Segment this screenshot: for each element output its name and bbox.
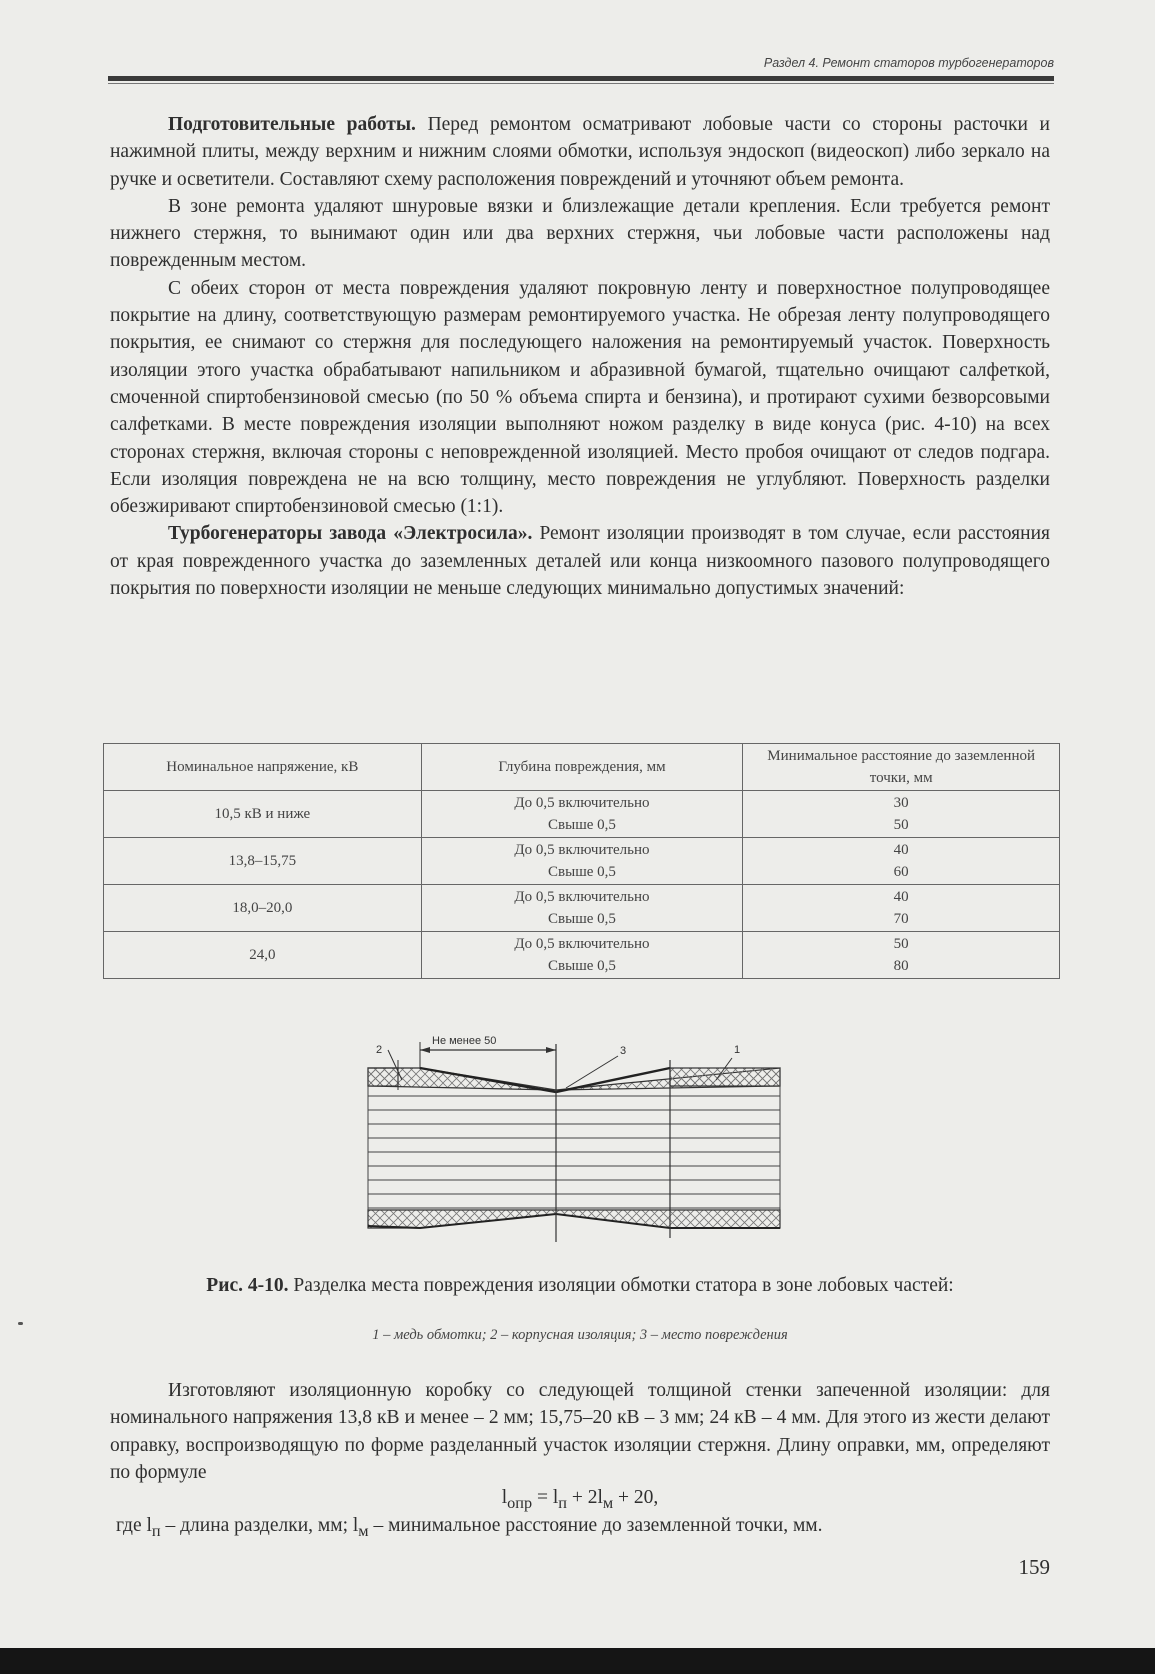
callout-2: 2 bbox=[376, 1044, 383, 1056]
distance-value: 40 bbox=[893, 889, 909, 905]
mandrel-formula bbox=[110, 1487, 1050, 1513]
explanation-part: где l bbox=[116, 1515, 152, 1536]
running-head: Раздел 4. Ремонт статоров турбогенераторов bbox=[763, 56, 1054, 70]
bottom-insulation-layer bbox=[368, 1210, 780, 1228]
voltage-cell: 18,0–20,0 bbox=[104, 885, 422, 932]
depth-value: До 0,5 включительно bbox=[514, 889, 650, 905]
figure-caption bbox=[110, 1272, 1050, 1299]
voltage-cell: 24,0 bbox=[104, 932, 422, 979]
table-row bbox=[104, 932, 1060, 979]
formula-part: l bbox=[501, 1487, 508, 1508]
table-header-row bbox=[104, 744, 1060, 791]
distance-value: 40 bbox=[893, 842, 909, 858]
depth-value: Свыше 0,5 bbox=[548, 817, 616, 833]
distance-value: 70 bbox=[893, 911, 909, 927]
table-row bbox=[104, 885, 1060, 932]
depth-cell bbox=[421, 932, 743, 979]
formula-part: = l bbox=[532, 1487, 559, 1508]
depth-value: Свыше 0,5 bbox=[548, 958, 616, 974]
voltage-cell: 10,5 кВ и ниже bbox=[104, 791, 422, 838]
paragraph-electrosila bbox=[110, 520, 1050, 602]
depth-cell bbox=[421, 791, 743, 838]
depth-cell bbox=[421, 838, 743, 885]
callout-3: 3 bbox=[620, 1045, 627, 1057]
table-header: Глубина повреждения, мм bbox=[421, 744, 743, 791]
distance-value: 60 bbox=[893, 864, 909, 880]
paragraph-text: Перед ремонтом осматривают лобовые части со стороны расточки и нажимной плиты, между верхним и нижним слоями обмотки, используя эндоскоп (видеоскоп) либо зеркало на ручке и осветители. Составляют схему расположения повреждений и уточняют объем ремонта. bbox=[110, 114, 1050, 190]
formula-subscript: п bbox=[558, 1493, 567, 1512]
voltage-cell: 13,8–15,75 bbox=[104, 838, 422, 885]
body-text-bottom bbox=[110, 1377, 1050, 1486]
arrow-head-left bbox=[420, 1047, 430, 1053]
paragraph-lead: Турбогенераторы завода «Электросила». bbox=[168, 523, 533, 545]
paragraph-text: Ремонт изоляции производят в том случае, если расстояния от края поврежденного участка до заземленных деталей или конца низкоомного пазового полупроводящего покрытия по поверхности изоляции не меньше следующих минимально допустимых значений: bbox=[110, 523, 1050, 600]
distance-cell bbox=[743, 885, 1060, 932]
table-header: Номинальное напряжение, кВ bbox=[104, 744, 422, 791]
body-text-top bbox=[110, 111, 1050, 602]
distance-cell bbox=[743, 791, 1060, 838]
depth-value: До 0,5 включительно bbox=[514, 795, 650, 811]
explanation-part: – минимальное расстояние до заземленной точки, мм. bbox=[368, 1515, 823, 1536]
figure-legend: 1 – медь обмотки; 2 – корпусная изоляция; 3 – место повреждения bbox=[372, 1327, 788, 1343]
depth-value: Свыше 0,5 bbox=[548, 911, 616, 927]
scan-bottom-edge bbox=[0, 1648, 1155, 1674]
distance-value: 30 bbox=[893, 795, 909, 811]
header-rule-thin bbox=[108, 83, 1054, 84]
copper-strands bbox=[368, 1068, 780, 1228]
table-row bbox=[104, 838, 1060, 885]
distance-value: 80 bbox=[893, 958, 909, 974]
depth-value: До 0,5 включительно bbox=[514, 842, 650, 858]
dimension-label: Не менее 50 bbox=[432, 1035, 497, 1047]
explanation-subscript: п bbox=[151, 1521, 161, 1540]
page-number: 159 bbox=[1018, 1555, 1050, 1579]
depth-value: До 0,5 включительно bbox=[514, 936, 650, 952]
formula-subscript: м bbox=[602, 1493, 614, 1512]
distance-value: 50 bbox=[893, 936, 909, 952]
arrow-head-right bbox=[546, 1047, 556, 1053]
depth-value: Свыше 0,5 bbox=[548, 864, 616, 880]
scan-speck bbox=[18, 1322, 23, 1325]
insulation-cut-figure bbox=[362, 1020, 794, 1244]
formula-part: + 2l bbox=[566, 1487, 603, 1508]
depth-cell bbox=[421, 885, 743, 932]
distance-cell bbox=[743, 838, 1060, 885]
explanation-part: – длина разделки, мм; l bbox=[160, 1515, 359, 1536]
formula-explanation bbox=[116, 1515, 1056, 1541]
table-row bbox=[104, 791, 1060, 838]
paragraph-preparatory bbox=[110, 111, 1050, 193]
paragraph-cone-cut: С обеих сторон от места повреждения удаляют покровную ленту и поверхностное полупроводящее покрытие на длину, соответствующую размерам ремонтируемого участка. Не обрезая ленту полупроводящего покрытия, ее снимают со стержня для последующего наложения на ремонтируемый участок. Поверхность изоляции этого участка обрабатывают напильником и абразивной бумагой, тщательно очищают салфеткой, смоченной спиртобензиновой смесью (по 50 % объема спирта и бензина), и протирают сухими безворсовыми салфетками. В месте повреждения изоляции выполняют ножом разделку в виде конуса (рис. 4-10) на всех сторонах стержня, включая стороны с неповрежденной изоляцией. Место пробоя очищают от следов подгара. Если изоляция повреждена не на всю толщину, место повреждения не углубляют. Поверхность разделки обезжиривают спиртобензиновой смесью (1:1). bbox=[110, 277, 1050, 518]
explanation-subscript: м bbox=[358, 1521, 369, 1540]
paragraph-repair-zone: В зоне ремонта удаляют шнуровые вязки и близлежащие детали крепления. Если требуется ремонт нижнего стержня, то вынимают один или два верхних стержня, чьи лобовые части расположены над поврежденным местом. bbox=[110, 195, 1050, 272]
formula-subscript: опр bbox=[507, 1493, 533, 1512]
top-insulation-right bbox=[670, 1068, 780, 1086]
table-header: Минимальное расстояние до заземленной точки, мм bbox=[743, 744, 1060, 791]
caption-lead: Рис. 4-10. bbox=[206, 1275, 289, 1296]
top-insulation-left bbox=[368, 1068, 398, 1086]
distance-cell bbox=[743, 932, 1060, 979]
formula-part: + 20, bbox=[613, 1487, 659, 1508]
header-rule bbox=[108, 76, 1054, 81]
distance-value: 50 bbox=[893, 817, 909, 833]
caption-text: Разделка места повреждения изоляции обмотки статора в зоне лобовых частей: bbox=[288, 1275, 954, 1296]
callout-1: 1 bbox=[734, 1044, 741, 1056]
min-distance-table bbox=[103, 743, 1060, 979]
paragraph-box: Изготовляют изоляционную коробку со следующей толщиной стенки запеченной изоляции: для номинального напряжения 13,8 кВ и менее – 2 мм; 15,75–20 кВ – 3 мм; 24 кВ – 4 мм. Для этого из жести делают оправку, воспроизводящую по форме разделанный участок изоляции стержня. Длину оправки, мм, определяют по формуле bbox=[110, 1380, 1050, 1483]
paragraph-lead: Подготовительные работы. bbox=[168, 114, 416, 135]
